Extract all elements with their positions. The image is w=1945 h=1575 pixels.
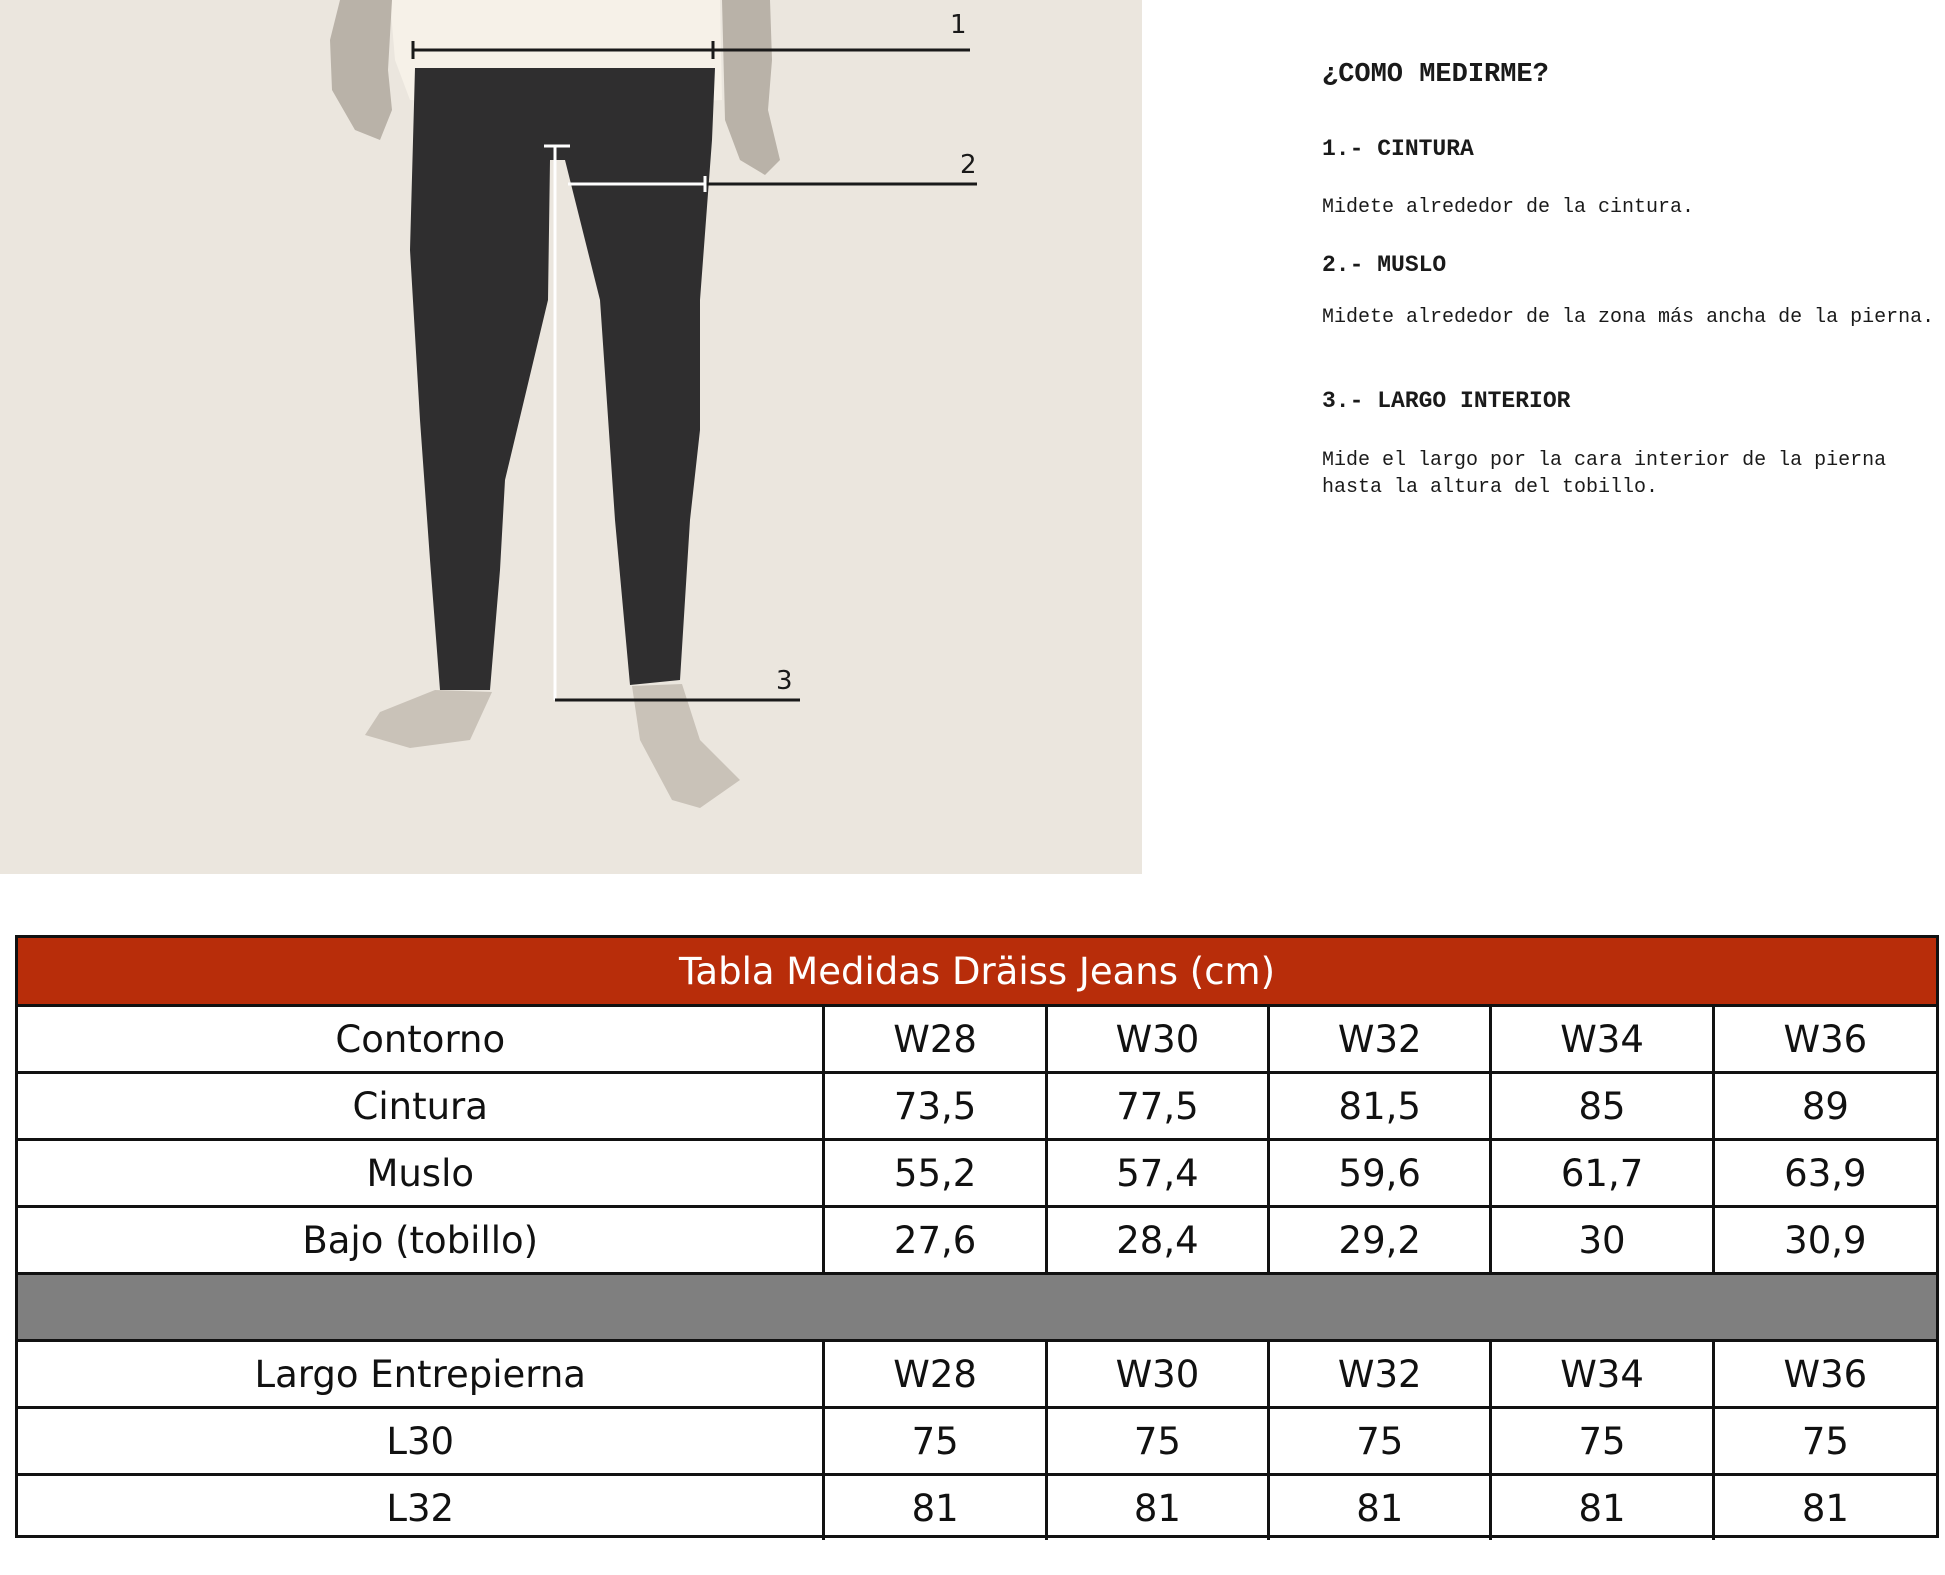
table-cell: 73,5 xyxy=(825,1074,1047,1138)
table-cell: Muslo xyxy=(18,1141,825,1205)
table-cell: 75 xyxy=(1801,1419,1849,1463)
table-row xyxy=(18,1409,1936,1476)
jeans-figure-illustration xyxy=(0,0,1142,874)
table-cell: 85 xyxy=(1492,1074,1714,1138)
guide-text-waist: Midete alrededor de la cintura. xyxy=(1322,196,1695,219)
jeans-shape xyxy=(410,68,715,690)
table-header-cell: W36 xyxy=(1783,1352,1868,1396)
table-cell: 81 xyxy=(1492,1476,1714,1540)
table-cell: 75 xyxy=(1492,1409,1714,1473)
table-header-cell: W30 xyxy=(1048,1007,1270,1071)
table-cell: L32 xyxy=(18,1476,825,1540)
table-cell: 59,6 xyxy=(1270,1141,1492,1205)
guide-heading-inseam: 3.- LARGO INTERIOR xyxy=(1322,388,1571,414)
table-cell: 81 xyxy=(1270,1476,1492,1540)
table-cell: 29,2 xyxy=(1270,1208,1492,1272)
table-cell: 63,9 xyxy=(1784,1151,1867,1195)
table-cell: 75 xyxy=(825,1409,1047,1473)
guide-text-inseam: Mide el largo por la cara interior de la pierna hasta la altura del tobillo. xyxy=(1322,449,1887,499)
table-cell: Cintura xyxy=(18,1074,825,1138)
table-cell: 81 xyxy=(1048,1476,1270,1540)
table-cell: 28,4 xyxy=(1048,1208,1270,1272)
table-cell: L30 xyxy=(18,1409,825,1473)
table-row xyxy=(18,1141,1936,1208)
table-cell: 81,5 xyxy=(1270,1074,1492,1138)
table-cell: 55,2 xyxy=(825,1141,1047,1205)
size-table-title: Tabla Medidas Dräiss Jeans (cm) xyxy=(18,938,1936,1007)
table-cell: 57,4 xyxy=(1048,1141,1270,1205)
table-row xyxy=(18,1208,1936,1275)
table-cell: 75 xyxy=(1270,1409,1492,1473)
table-cell: 81 xyxy=(1801,1486,1849,1530)
right-foot-shape xyxy=(632,684,740,808)
left-arm-shape xyxy=(330,0,392,140)
table-header-cell: W34 xyxy=(1492,1007,1714,1071)
guide-heading-waist: 1.- CINTURA xyxy=(1322,136,1474,162)
table-cell: 75 xyxy=(1048,1409,1270,1473)
table-cell: 61,7 xyxy=(1492,1141,1714,1205)
table-cell: 30,9 xyxy=(1784,1218,1867,1262)
marker-1-label: 1 xyxy=(950,10,967,40)
table-header-cell: W28 xyxy=(825,1007,1047,1071)
table-cell: 77,5 xyxy=(1048,1074,1270,1138)
guide-title: ¿COMO MEDIRME? xyxy=(1322,60,1549,90)
model-photo xyxy=(0,0,1142,874)
table-header-cell: Contorno xyxy=(18,1007,825,1071)
table-row xyxy=(18,1476,1936,1540)
table-separator-row xyxy=(18,1275,1936,1342)
table-row xyxy=(18,1074,1936,1141)
table-header-cell: W32 xyxy=(1270,1007,1492,1071)
table-header-cell: W30 xyxy=(1048,1342,1270,1406)
guide-heading-thigh: 2.- MUSLO xyxy=(1322,252,1447,278)
table-header-cell: W36 xyxy=(1783,1017,1868,1061)
table-cell: 81 xyxy=(825,1476,1047,1540)
marker-2-label: 2 xyxy=(960,150,977,180)
marker-3-label: 3 xyxy=(776,666,793,696)
guide-text-thigh: Midete alrededor de la zona más ancha de la pierna. xyxy=(1322,306,1935,329)
table-cell: 30 xyxy=(1492,1208,1714,1272)
table-header-cell: W32 xyxy=(1270,1342,1492,1406)
size-table xyxy=(15,935,1939,1538)
table-header-row xyxy=(18,1342,1936,1409)
table-header-cell: W34 xyxy=(1492,1342,1714,1406)
left-foot-shape xyxy=(365,690,492,748)
table-header-row xyxy=(18,1007,1936,1074)
table-header-cell: Largo Entrepierna xyxy=(18,1342,825,1406)
right-arm-shape xyxy=(722,0,780,175)
table-cell: 89 xyxy=(1801,1084,1849,1128)
table-cell: 27,6 xyxy=(825,1208,1047,1272)
table-cell: Bajo (tobillo) xyxy=(18,1208,825,1272)
table-header-cell: W28 xyxy=(825,1342,1047,1406)
